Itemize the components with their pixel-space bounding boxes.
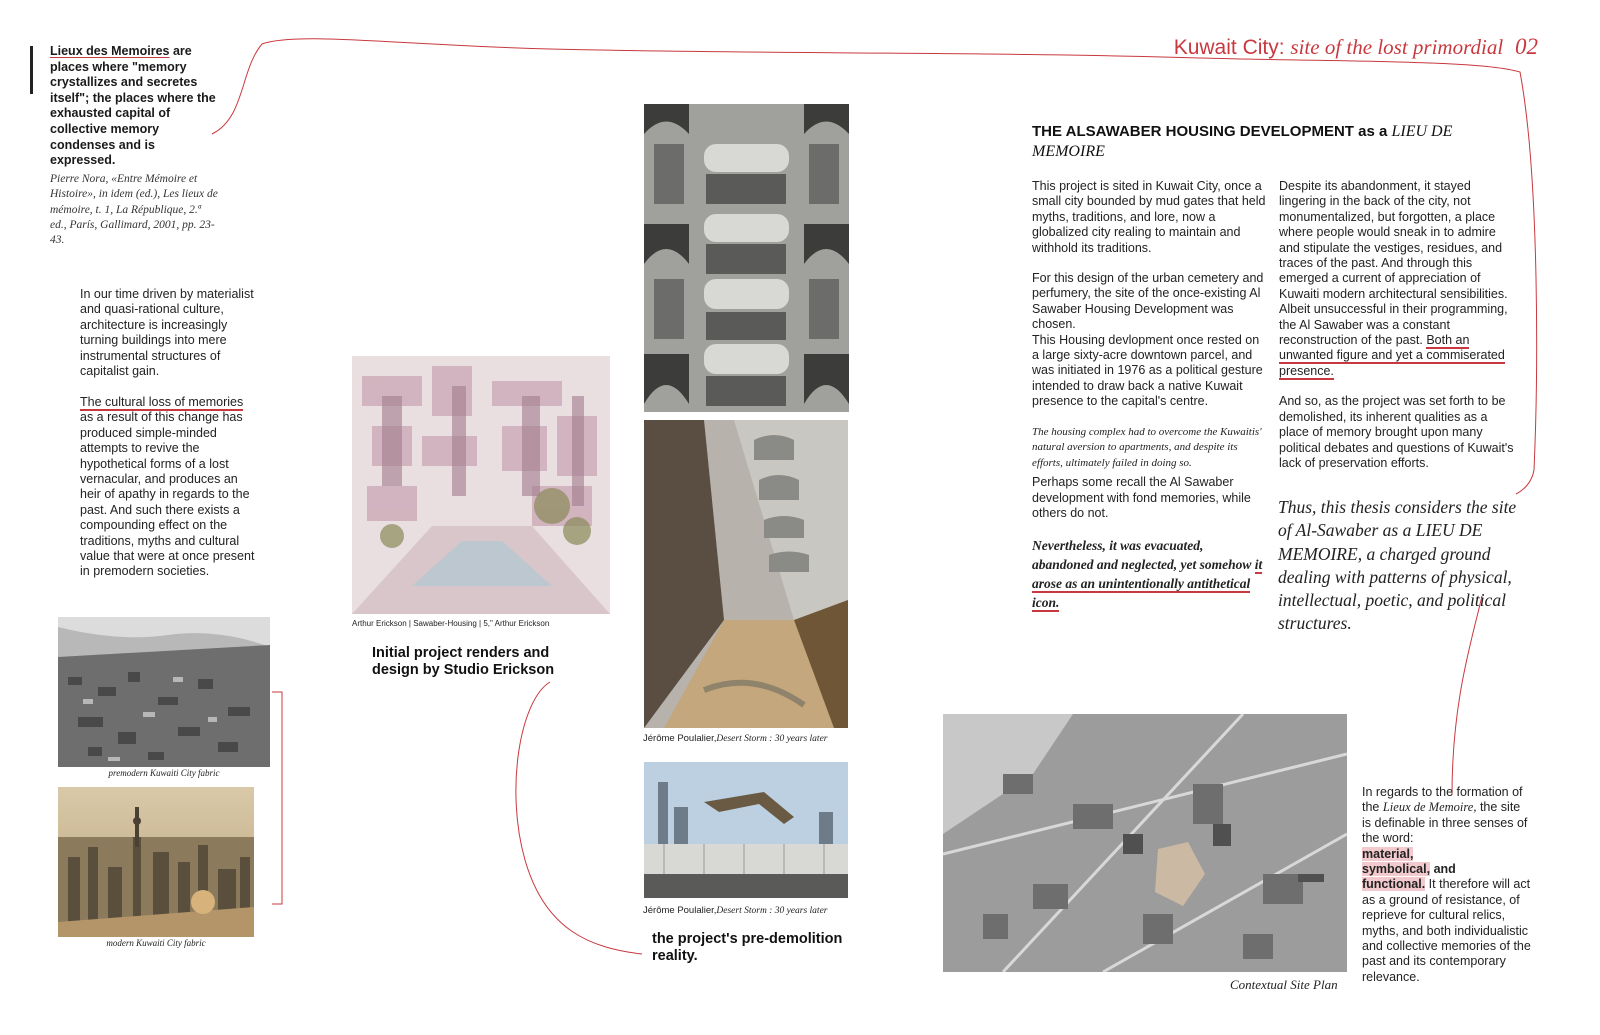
thesis-statement: Thus, this thesis considers the site of Al-Sawaber as a LIEU DE MEMOIRE, a charged ground dealing with patterns of physical, intellectual, poetic, and political structures. [1278,497,1517,634]
lieux-italic: Lieux de Memoire, [1382,800,1477,815]
col1-bold-italic-a: Nevertheless, it was evacuated, abandoned and neglected, yet somehow [1032,538,1255,573]
article-title-italic: LIEU DE MEMOIRE [1032,123,1453,160]
col2-para1 [1279,179,1514,379]
photos-caption: the project's pre-demolition reality. [652,931,843,964]
connector-left-bracket [272,692,282,904]
render-credit: Arthur Erickson | Sawaber-Housing | 5," Arthur Erickson [352,619,550,628]
col1-italic-note: The housing complex had to overcome the Kuwaitis' natural aversion to apartments, and despite its efforts, ultimately failed in doing so. [1032,425,1262,469]
site-plan-texture [943,714,1347,972]
modern-city-texture [58,787,254,937]
lieux-word-material: material, [1362,846,1414,861]
site-plan-caption: Contextual Site Plan [1230,977,1338,992]
lieux-and: and [1430,862,1456,877]
quote-bar [30,46,33,94]
left-body-highlight: The cultural loss of memories [80,395,244,409]
lieux-word-symbolical: symbolical, [1362,862,1431,877]
modern-city-image [58,787,254,937]
lieux-mid: the site is definable in three senses of the word: [1362,800,1528,846]
building-facade-photo [644,104,849,412]
alley-photo-credit [643,733,828,744]
col2-para1-underlined: Both an unwanted figure and yet a commiserated presence. [1279,333,1505,378]
lieux-intro: In regards to the formation of the [1362,785,1523,815]
lieux-block [1362,785,1532,985]
article-column-1 [1032,179,1267,627]
premodern-caption: premodern Kuwaiti City fabric [108,768,220,778]
quote-citation: Pierre Nora, «Entre Mémoire et Histoire», in idem (ed.), Les lieux de mémoire, t. 1, La République, 2.ª ed., París, Gallimard, 2001, pp. 23-43. [50,173,218,247]
render-caption: Initial project renders and design by Studio Erickson [372,645,555,678]
photo-credit-title: Desert Storm : 30 years later [716,734,828,744]
col1-para2: For this design of the urban cemetery and perfumery, the site of the once-existing Al Sawaber Housing Development was chosen. [1032,271,1264,332]
demolition-photo [644,762,848,898]
quote-text: are places where "memory crystallizes and secretes itself"; the places where the exhausted capital of collective memory condenses and is expressed. [50,44,216,168]
render-texture [352,356,610,614]
article-title [1032,122,1492,162]
left-body-para1: In our time driven by materialist and quasi-rational culture, architecture is increasingly turning buildings into mere instrumental structures of capitalist gain. [80,287,254,379]
photo-credit-author-2: Jérôme Poulalier, [643,905,717,916]
col1-bold-italic-b: it arose as an unintentionally antithetical icon. [1032,557,1263,611]
article-column-2 [1279,179,1514,486]
site-plan-map [943,714,1347,972]
demolition-photo-credit [643,905,828,916]
left-body-rest: as a result of this change has produced simple-minded attempts to revive the hypothetical forms of a lost vernacular, and produces an heir of apathy in regards to the past. And such there exists a compounding effect on the traditions, myths and cultural value that were at once present in premodern societies. [80,410,255,579]
col1-para3: This Housing devlopment once rested on a large sixty-acre downtown parcel, and was initiated in 1976 as a political gesture intended to draw back a native Kuwait presence to the capital's centre. [1032,332,1263,409]
alley-texture [644,420,848,728]
photo-credit-title-2: Desert Storm : 30 years later [716,906,828,916]
premodern-city-texture [58,617,270,767]
page-number: 02 [1515,34,1538,59]
col1-para4: Perhaps some recall the Al Sawaber development with fond memories, while others do not. [1032,475,1251,520]
article-title-bold: THE ALSAWABER HOUSING DEVELOPMENT as a [1032,123,1392,140]
page-header [1174,34,1538,60]
col2-para1-text: Despite its abandonment, it stayed lingering in the back of the city, not monumentalized, but forgotten, a place where people would sneak in to admire and stipulate the vestiges, residues, and traces of the past. And through this emerged a current of appreciation of Kuwaiti modern architectural sensibilities. Albeit unsuccessful in their programming, the Al Sawaber was a constant reconstruction of the past. [1279,179,1508,348]
render-image [352,356,610,614]
left-body-para2 [80,395,255,580]
connector-bottom-curve [516,682,642,954]
quote-block [50,44,220,169]
modern-caption: modern Kuwaiti City fabric [106,938,206,948]
header-title: Kuwait City: [1173,36,1285,59]
building-facade-texture [644,104,849,412]
header-subtitle: site of the lost primordial [1290,35,1504,59]
col2-para2: And so, as the project was set forth to be demolished, its inherent qualities as a place of memory brought upon many political debates and questions of Kuwait's lack of preservation efforts. [1279,394,1514,470]
lieux-word-functional: functional. [1362,877,1426,892]
alley-photo [644,420,848,728]
lieux-rest: It therefore will act as a ground of resistance, of reprieve for cultural relics, myths, and both individualistic and collective memories of the past and its contemporary relevance. [1362,877,1531,984]
quote-title: Lieux des Memoires [50,44,170,58]
demolition-texture [644,762,848,898]
photo-credit-author: Jérôme Poulalier, [643,733,717,744]
col1-bold-italic [1032,536,1267,612]
col1-para1: This project is sited in Kuwait City, once a small city bounded by mud gates that held myths, traditions, and lore, now a globalized city realing to maintain and withhold its traditions. [1032,179,1266,255]
premodern-city-image [58,617,270,767]
